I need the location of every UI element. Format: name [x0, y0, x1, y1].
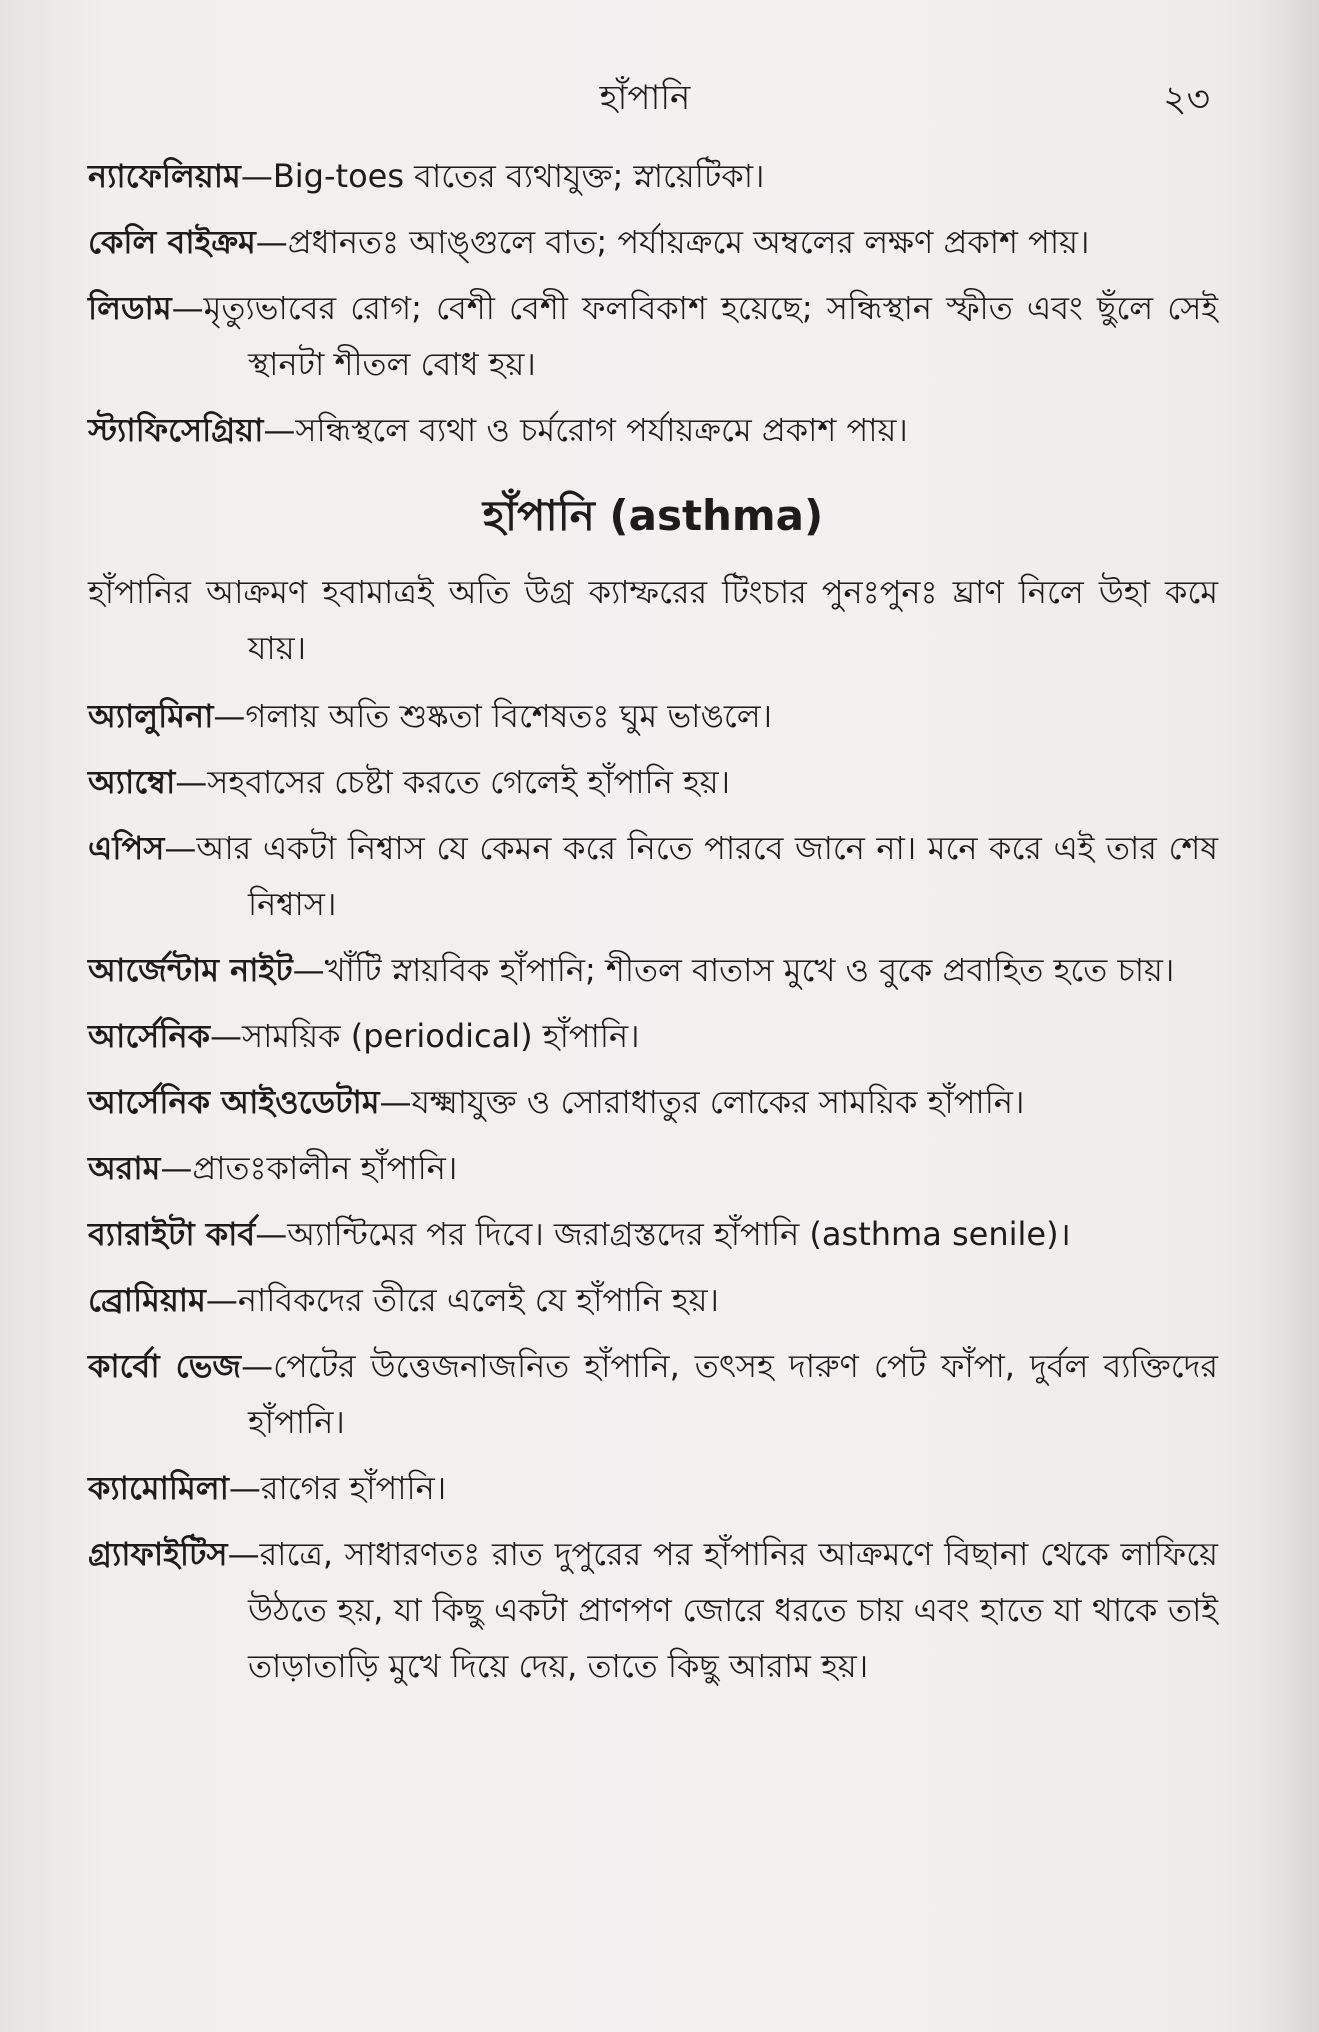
remedy-description: রাত্রে, সাধারণতঃ রাত দুপুরের পর হাঁপানির আক্রমণে বিছানা থেকে লাফিয়ে উঠতে হয়, যা কিছু একটা প্রাণপণ জোরে ধরতে চায় এবং হাতে যা থাকে তাই তাড়াতাড়ি মুখে দিয়ে দেয়, তাতে কিছু আরাম হয়।	[248, 1535, 1218, 1685]
remedy-entry	[88, 148, 1218, 204]
remedy-name: অ্যাম্বো	[88, 763, 176, 801]
em-dash: —	[240, 157, 273, 195]
em-dash: —	[164, 829, 197, 867]
remedy-description: যক্ষ্মাযুক্ত ও সোরাধাতুর লোকের সাময়িক হাঁপানি।	[411, 1083, 1025, 1121]
remedy-entry	[88, 942, 1218, 998]
remedy-entry	[88, 1206, 1218, 1262]
remedy-entry	[88, 1140, 1218, 1196]
remedy-entry	[88, 1074, 1218, 1130]
remedy-entry	[88, 214, 1218, 270]
page-body	[88, 148, 1218, 1704]
remedy-entry	[88, 688, 1218, 744]
remedy-name: আর্সেনিক আইওডেটাম	[88, 1083, 380, 1121]
section-heading: হাঁপানি (asthma)	[482, 491, 824, 540]
remedy-name: ব্রোমিয়াম	[88, 1281, 206, 1319]
entries-list	[88, 688, 1218, 1694]
em-dash: —	[213, 697, 246, 735]
em-dash: —	[160, 1149, 193, 1187]
em-dash: —	[227, 1535, 260, 1573]
remedy-name: আর্জেন্টাম নাইট	[88, 951, 293, 989]
remedy-description: আর একটা নিশ্বাস যে কেমন করে নিতে পারবে জানে না। মনে করে এই তার শেষ নিশ্বাস।	[196, 829, 1218, 923]
em-dash: —	[255, 1215, 288, 1253]
remedy-name: এপিস	[88, 829, 165, 867]
remedy-name: গ্র্যাফাইটিস	[88, 1535, 228, 1573]
remedy-description: পেটের উত্তেজনাজনিত হাঁপানি, তৎসহ দারুণ পেট ফাঁপা, দুর্বল ব্যক্তিদের হাঁপানি।	[248, 1347, 1218, 1441]
remedy-entry	[88, 754, 1218, 810]
remedy-description: সন্ধিস্থলে ব্যথা ও চর্মরোগ পর্যায়ক্রমে প্রকাশ পায়।	[295, 411, 908, 449]
remedy-description: খাঁটি স্নায়বিক হাঁপানি; শীতল বাতাস মুখে ও বুকে প্রবাহিত হতে চায়।	[324, 951, 1175, 989]
remedy-description: প্রধানতঃ আঙ্গুলে বাত; পর্যায়ক্রমে অম্বলের লক্ষণ প্রকাশ পায়।	[287, 223, 1090, 261]
remedy-name: ব্যারাইটা কার্ব	[88, 1215, 256, 1253]
remedy-description: Big-toes বাতের ব্যথাযুক্ত; স্নায়েটিকা।	[272, 157, 765, 195]
em-dash: —	[263, 411, 296, 449]
em-dash: —	[379, 1083, 412, 1121]
remedy-description: প্রাতঃকালীন হাঁপানি।	[192, 1149, 458, 1187]
remedy-entry	[88, 820, 1218, 932]
intro-paragraph: হাঁপানির আক্রমণ হবামাত্রই অতি উগ্র ক্যাম্ফরের টিংচার পুনঃপুনঃ ঘ্রাণ নিলে উহা কমে যায়।	[88, 573, 1218, 667]
page-edge-shadow	[1259, 0, 1319, 2032]
running-header	[80, 72, 1210, 122]
remedy-name: কার্বো ভেজ	[88, 1347, 242, 1385]
remedy-entry	[88, 1460, 1218, 1516]
remedy-name: আর্সেনিক	[88, 1017, 210, 1055]
remedy-entry	[88, 1272, 1218, 1328]
entries-top-list	[88, 148, 1218, 458]
page-number: ২৩	[1163, 79, 1210, 120]
em-dash: —	[228, 1469, 261, 1507]
em-dash: —	[241, 1347, 274, 1385]
remedy-description: সহবাসের চেষ্টা করতে গেলেই হাঁপানি হয়।	[207, 763, 731, 801]
remedy-name: অ্যালুমিনা	[88, 697, 214, 735]
remedy-description: সাময়িক (periodical) হাঁপানি।	[241, 1017, 640, 1055]
em-dash: —	[255, 223, 288, 261]
remedy-name: লিডাম	[88, 289, 172, 327]
remedy-entry	[88, 1526, 1218, 1694]
remedy-entry	[88, 402, 1218, 458]
remedy-entry	[88, 280, 1218, 392]
remedy-description: নাবিকদের তীরে এলেই যে হাঁপানি হয়।	[237, 1281, 719, 1319]
remedy-name: কেলি বাইক্রম	[88, 223, 256, 261]
remedy-description: অ্যান্টিমের পর দিবে। জরাগ্রস্তদের হাঁপানি (asthma senile)।	[287, 1215, 1071, 1253]
remedy-name: ন্যাফেলিয়াম	[88, 157, 241, 195]
remedy-name: ক্যামোমিলা	[88, 1469, 229, 1507]
em-dash: —	[171, 289, 204, 327]
running-title: হাঁপানি	[599, 78, 691, 118]
remedy-name: স্ট্যাফিসেগ্রিয়া	[88, 411, 264, 449]
remedy-name: অরাম	[88, 1149, 161, 1187]
em-dash: —	[209, 1017, 242, 1055]
remedy-description: মৃত্যুভাবের রোগ; বেশী বেশী ফলবিকাশ হয়েছে; সন্ধিস্থান স্ফীত এবং ছুঁলে সেই স্থানটা শীতল বোধ হয়।	[203, 289, 1218, 383]
em-dash: —	[205, 1281, 238, 1319]
remedy-description: রাগের হাঁপানি।	[260, 1469, 447, 1507]
remedy-entry	[88, 1008, 1218, 1064]
remedy-description: গলায় অতি শুষ্কতা বিশেষতঃ ঘুম ভাঙলে।	[245, 697, 773, 735]
remedy-entry	[88, 1338, 1218, 1450]
em-dash: —	[175, 763, 208, 801]
em-dash: —	[292, 951, 325, 989]
